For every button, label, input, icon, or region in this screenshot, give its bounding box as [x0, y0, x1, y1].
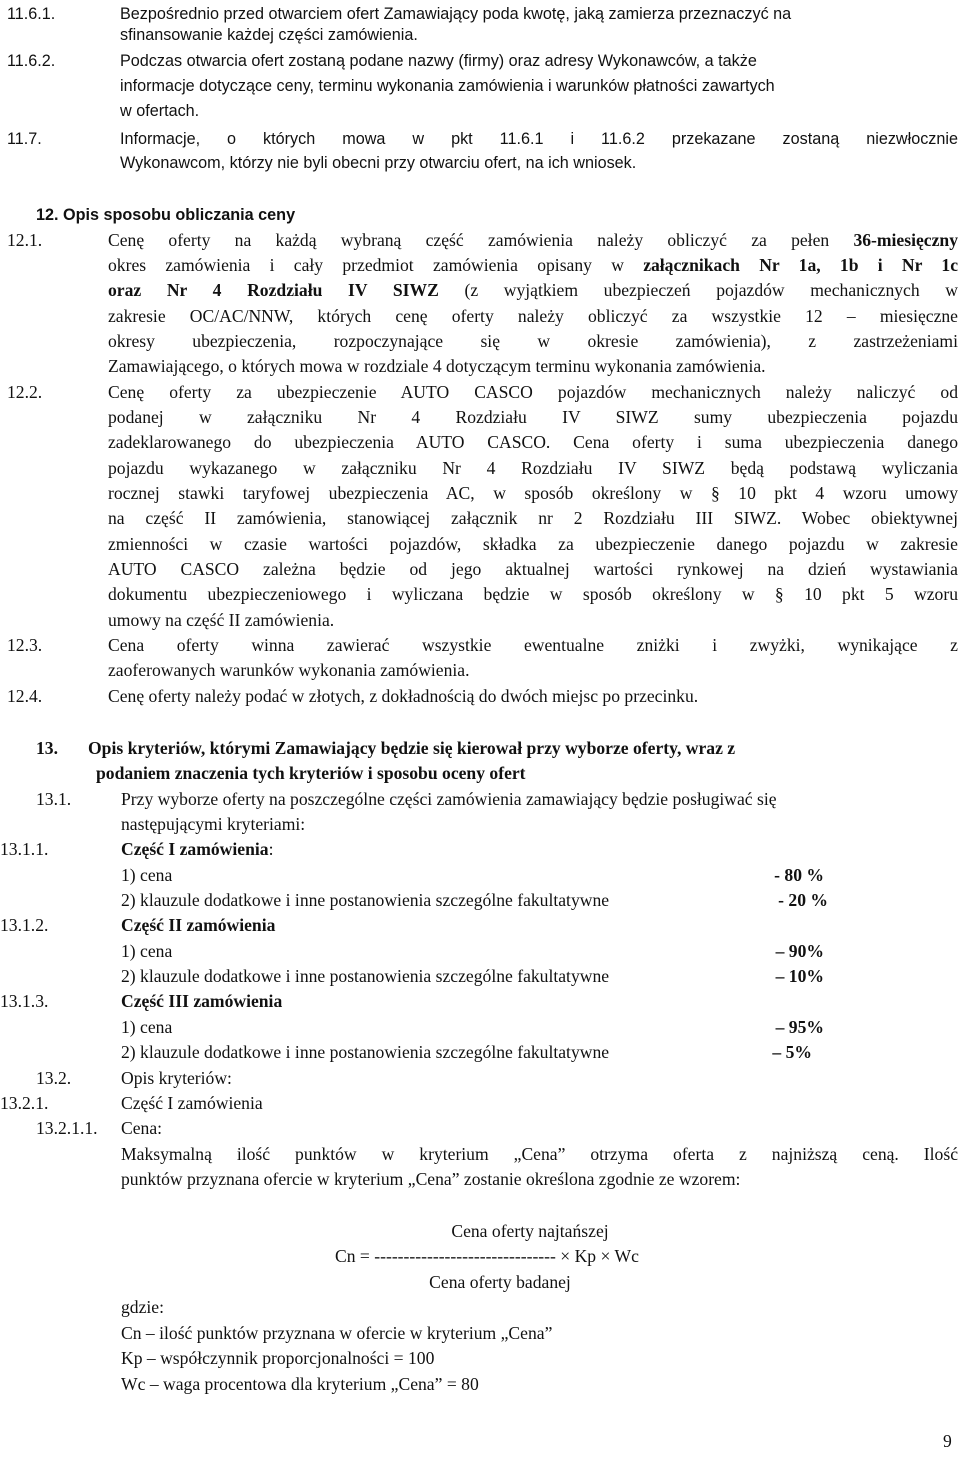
section-number: 13.1.2.: [0, 915, 49, 935]
paragraph-line: Przy wyborze oferty na poszczególne części zamówienia zamawiający będzie posługiwać się: [121, 789, 777, 809]
paragraph-line: rocznej stawki taryfowej ubezpieczenia AC, w sposób określony w § 10 pkt 4 wzoru umowy: [108, 483, 958, 503]
criterion-label: 1) cena: [121, 941, 173, 961]
section-heading: 12. Opis sposobu obliczania ceny: [36, 206, 296, 224]
text-run: okres zamówienia i cały przedmiot zamówienia opisany w: [108, 255, 644, 275]
formula-legend-item: Kp – współczynnik proporcjonalności = 100: [121, 1348, 435, 1368]
text-run: (z wyjątkiem ubezpieczeń pojazdów mechanicznych w: [438, 280, 958, 300]
paragraph-line: okresy ubezpieczenia, rozpoczynające się w okresie zamówienia), z zastrzeżeniami: [108, 331, 958, 351]
section-number: 13.2.: [36, 1068, 72, 1088]
paragraph-line: sfinansowanie każdej części zamówienia.: [120, 26, 418, 44]
paragraph-line: zakresie OC/AC/NNW, których cenę oferty należy obliczyć za wszystkie 12 – miesięczne: [108, 306, 958, 326]
formula-denominator: Cena oferty badanej: [429, 1272, 571, 1292]
part-title-colon: :: [268, 839, 274, 859]
criterion-label: 2) klauzule dodatkowe i inne postanowienia szczególne fakultatywne: [121, 890, 610, 910]
paragraph-line: Wykonawcom, którzy nie byli obecni przy otwarciu ofert, na ich wniosek.: [120, 154, 637, 172]
criterion-weight: – 5%: [772, 1042, 812, 1062]
paragraph-line: Zamawiającego, o których mowa w rozdziale 4 dotyczącym terminu wykonania zamówienia.: [108, 356, 766, 376]
paragraph-line: Podczas otwarcia ofert zostaną podane nazwy (firmy) oraz adresy Wykonawców, a także: [120, 52, 757, 70]
paragraph-line: podanej w załączniku Nr 4 Rozdziału IV SIWZ sumy ubezpieczenia pojazdu: [108, 407, 958, 427]
criterion-weight: – 95%: [775, 1017, 824, 1037]
paragraph-line: Cena:: [121, 1118, 163, 1138]
part-title: [121, 838, 273, 860]
criterion-weight: – 10%: [775, 966, 824, 986]
criterion-weight: - 20 %: [778, 890, 828, 910]
part-title-text: Część I zamówienia: [121, 839, 269, 859]
text-run-bold: oraz Nr 4 Rozdziału IV SIWZ: [108, 280, 439, 300]
section-number: 13.1.1.: [0, 839, 49, 859]
formula-legend-item: Wc – waga procentowa dla kryterium „Cena” = 80: [121, 1374, 479, 1394]
formula-equation: Cn = ------------------------------- × Kp × Wc: [335, 1246, 639, 1266]
criterion-weight: - 80 %: [774, 865, 824, 885]
part-title: Część II zamówienia: [121, 915, 276, 935]
section-number: 13.: [36, 738, 58, 758]
criterion-label: 1) cena: [121, 865, 173, 885]
section-number: 13.1.3.: [0, 991, 49, 1011]
paragraph-line: [108, 254, 958, 276]
paragraph-line: zaoferowanych warunków wykonania zamówienia.: [108, 660, 470, 680]
section-number: 11.6.1.: [7, 5, 56, 23]
criterion-weight: – 90%: [775, 941, 824, 961]
criterion-label: 1) cena: [121, 1017, 173, 1037]
paragraph-line: Opis kryteriów:: [121, 1068, 232, 1088]
paragraph-line: Cenę oferty należy podać w złotych, z dokładnością do dwóch miejsc po przecinku.: [108, 686, 699, 706]
paragraph-line: [108, 229, 958, 251]
paragraph-line: AUTO CASCO zależna będzie od jego aktualnej wartości rynkowej na dzień wystawiania: [108, 559, 958, 579]
paragraph-line: w ofertach.: [120, 102, 200, 120]
criterion-label: 2) klauzule dodatkowe i inne postanowienia szczególne fakultatywne: [121, 966, 610, 986]
paragraph-line: punktów przyznana ofercie w kryterium „Cena” zostanie określona zgodnie ze wzorem:: [121, 1169, 741, 1189]
section-number: 12.1.: [7, 230, 43, 250]
paragraph-line: [108, 279, 958, 301]
section-heading: podaniem znaczenia tych kryteriów i sposobu oceny ofert: [96, 763, 526, 783]
text-run-bold: załącznikach Nr 1a, 1b i Nr 1c: [643, 255, 958, 275]
paragraph-line: informacje dotyczące ceny, terminu wykonania zamówienia i warunków płatności zawartych: [120, 77, 775, 95]
section-number: 11.7.: [7, 130, 42, 148]
paragraph-line: Informacje, o których mowa w pkt 11.6.1 i 11.6.2 przekazane zostaną niezwłocznie: [120, 130, 958, 148]
page-number: 9: [943, 1431, 952, 1451]
text-run: Cenę oferty na każdą wybraną część zamówienia należy obliczyć za pełen: [108, 230, 854, 250]
section-number: 13.2.1.1.: [36, 1118, 98, 1138]
paragraph-line: zadeklarowanego do ubezpieczenia AUTO CASCO. Cena oferty i suma ubezpieczenia danego: [108, 432, 958, 452]
paragraph-line: Część I zamówienia: [121, 1093, 263, 1113]
section-number: 13.2.1.: [0, 1093, 49, 1113]
paragraph-line: Maksymalną ilość punktów w kryterium „Cena” otrzyma oferta z najniższą ceną. Ilość: [121, 1144, 958, 1164]
paragraph-line: zmienności w czasie wartości pojazdów, składka za ubezpieczenie danego pojazdu w zakresie: [108, 534, 958, 554]
paragraph-line: na część II zamówienia, stanowiącej załącznik nr 2 Rozdziału III SIWZ. Wobec obiektywnej: [108, 508, 958, 528]
section-number: 12.4.: [7, 686, 43, 706]
formula-legend-heading: gdzie:: [121, 1297, 164, 1317]
section-number: 12.2.: [7, 382, 43, 402]
paragraph-line: umowy na część II zamówienia.: [108, 610, 335, 630]
paragraph-line: następującymi kryteriami:: [121, 814, 306, 834]
paragraph-line: dokumentu ubezpieczeniowego i wyliczana będzie w sposób określony w § 10 pkt 5 wzoru: [108, 584, 958, 604]
paragraph-line: Cenę oferty za ubezpieczenie AUTO CASCO pojazdów mechanicznych należy naliczyć od: [108, 382, 958, 402]
paragraph-line: Cena oferty winna zawierać wszystkie ewentualne zniżki i zwyżki, wynikające z: [108, 635, 958, 655]
section-heading: Opis kryteriów, którymi Zamawiający będzie się kierował przy wyborze oferty, wraz z: [88, 738, 736, 758]
section-number: 13.1.: [36, 789, 72, 809]
text-run-bold: 36-miesięczny: [853, 230, 958, 250]
section-number: 11.6.2.: [7, 52, 56, 70]
paragraph-line: pojazdu wykazanego w załączniku Nr 4 Rozdziału IV SIWZ będą podstawą wyliczania: [108, 458, 958, 478]
part-title: Część III zamówienia: [121, 991, 283, 1011]
section-number: 12.3.: [7, 635, 43, 655]
formula-legend-item: Cn – ilość punktów przyznana w ofercie w kryterium „Cena”: [121, 1323, 553, 1343]
formula-numerator: Cena oferty najtańszej: [451, 1221, 609, 1241]
paragraph-line: Bezpośrednio przed otwarciem ofert Zamawiający poda kwotę, jaką zamierza przeznaczyć na: [120, 5, 792, 23]
criterion-label: 2) klauzule dodatkowe i inne postanowienia szczególne fakultatywne: [121, 1042, 610, 1062]
